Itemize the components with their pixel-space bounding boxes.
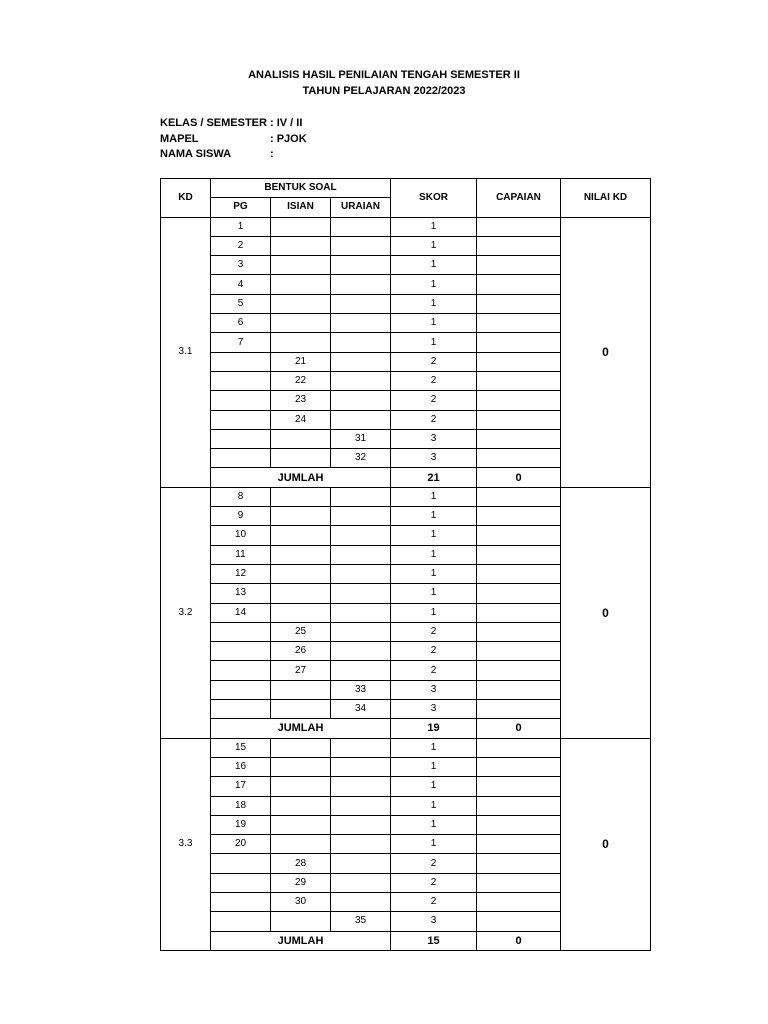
pg-cell [211, 680, 271, 699]
pg-cell: 15 [211, 738, 271, 757]
header-skor: SKOR [391, 179, 477, 218]
pg-cell [211, 622, 271, 641]
uraian-cell: 32 [331, 449, 391, 468]
capaian-cell [477, 854, 561, 873]
skor-cell: 1 [391, 815, 477, 834]
capaian-cell [477, 835, 561, 854]
skor-cell: 1 [391, 835, 477, 854]
pg-cell: 5 [211, 294, 271, 313]
uraian-cell [331, 835, 391, 854]
info-row-mapel [160, 132, 307, 148]
pg-cell [211, 371, 271, 390]
isian-cell [271, 333, 331, 352]
skor-cell: 2 [391, 622, 477, 641]
isian-cell: 27 [271, 661, 331, 680]
capaian-cell [477, 777, 561, 796]
skor-cell: 2 [391, 410, 477, 429]
pg-cell [211, 873, 271, 892]
uraian-cell [331, 777, 391, 796]
kd-cell: 3.1 [161, 217, 211, 487]
uraian-cell [331, 545, 391, 564]
capaian-cell [477, 661, 561, 680]
pg-cell [211, 661, 271, 680]
skor-cell: 1 [391, 487, 477, 506]
uraian-cell: 31 [331, 429, 391, 448]
pg-cell: 19 [211, 815, 271, 834]
pg-cell: 13 [211, 584, 271, 603]
capaian-cell [477, 912, 561, 931]
pg-cell: 14 [211, 603, 271, 622]
capaian-cell [477, 700, 561, 719]
capaian-cell [477, 796, 561, 815]
capaian-cell [477, 526, 561, 545]
uraian-cell [331, 256, 391, 275]
uraian-cell [331, 507, 391, 526]
table-row [161, 487, 651, 506]
uraian-cell [331, 757, 391, 776]
isian-cell [271, 294, 331, 313]
uraian-cell [331, 294, 391, 313]
info-label: MAPEL [160, 132, 199, 145]
kd-cell: 3.2 [161, 487, 211, 738]
capaian-cell [477, 642, 561, 661]
info-value: : PJOK [270, 132, 307, 145]
isian-cell [271, 256, 331, 275]
isian-cell: 24 [271, 410, 331, 429]
pg-cell: 11 [211, 545, 271, 564]
pg-cell: 3 [211, 256, 271, 275]
uraian-cell: 33 [331, 680, 391, 699]
capaian-cell [477, 371, 561, 390]
skor-cell: 1 [391, 757, 477, 776]
isian-cell [271, 777, 331, 796]
jumlah-capaian: 0 [477, 931, 561, 950]
skor-cell: 2 [391, 642, 477, 661]
uraian-cell [331, 873, 391, 892]
skor-cell: 2 [391, 892, 477, 911]
jumlah-capaian: 0 [477, 468, 561, 487]
pg-cell [211, 391, 271, 410]
capaian-cell [477, 236, 561, 255]
info-value: : IV / II [270, 117, 303, 129]
pg-cell [211, 912, 271, 931]
skor-cell: 1 [391, 217, 477, 236]
capaian-cell [477, 487, 561, 506]
isian-cell [271, 680, 331, 699]
skor-cell: 1 [391, 777, 477, 796]
skor-cell: 1 [391, 294, 477, 313]
capaian-cell [477, 603, 561, 622]
pg-cell: 17 [211, 777, 271, 796]
capaian-cell [477, 217, 561, 236]
student-info [160, 116, 307, 163]
nilai-kd-cell: 0 [561, 738, 651, 950]
pg-cell [211, 892, 271, 911]
header-pg: PG [211, 198, 271, 217]
isian-cell: 28 [271, 854, 331, 873]
info-row-nama [160, 147, 307, 163]
isian-cell [271, 815, 331, 834]
skor-cell: 1 [391, 314, 477, 333]
uraian-cell [331, 661, 391, 680]
pg-cell: 16 [211, 757, 271, 776]
uraian-cell [331, 333, 391, 352]
pg-cell [211, 449, 271, 468]
capaian-cell [477, 873, 561, 892]
uraian-cell [331, 526, 391, 545]
uraian-cell [331, 487, 391, 506]
skor-cell: 1 [391, 526, 477, 545]
uraian-cell [331, 796, 391, 815]
capaian-cell [477, 622, 561, 641]
isian-cell: 30 [271, 892, 331, 911]
info-row-kelas [160, 116, 307, 132]
pg-cell: 10 [211, 526, 271, 545]
capaian-cell [477, 815, 561, 834]
jumlah-skor: 21 [391, 468, 477, 487]
pg-cell: 18 [211, 796, 271, 815]
capaian-cell [477, 391, 561, 410]
skor-cell: 1 [391, 275, 477, 294]
pg-cell: 20 [211, 835, 271, 854]
capaian-cell [477, 410, 561, 429]
isian-cell: 26 [271, 642, 331, 661]
isian-cell: 29 [271, 873, 331, 892]
isian-cell [271, 314, 331, 333]
isian-cell [271, 835, 331, 854]
skor-cell: 2 [391, 854, 477, 873]
capaian-cell [477, 757, 561, 776]
skor-cell: 1 [391, 564, 477, 583]
skor-cell: 1 [391, 738, 477, 757]
uraian-cell [331, 854, 391, 873]
skor-cell: 2 [391, 873, 477, 892]
capaian-cell [477, 333, 561, 352]
pg-cell [211, 410, 271, 429]
isian-cell [271, 429, 331, 448]
isian-cell: 22 [271, 371, 331, 390]
isian-cell [271, 757, 331, 776]
skor-cell: 1 [391, 236, 477, 255]
capaian-cell [477, 564, 561, 583]
jumlah-label: JUMLAH [211, 931, 391, 950]
pg-cell: 6 [211, 314, 271, 333]
capaian-cell [477, 507, 561, 526]
isian-cell [271, 545, 331, 564]
uraian-cell [331, 275, 391, 294]
skor-cell: 2 [391, 352, 477, 371]
capaian-cell [477, 738, 561, 757]
header-kd: KD [161, 179, 211, 218]
header-nilai-kd: NILAI KD [561, 179, 651, 218]
uraian-cell [331, 642, 391, 661]
uraian-cell [331, 738, 391, 757]
info-label: KELAS / SEMESTER [160, 117, 267, 129]
skor-cell: 1 [391, 545, 477, 564]
isian-cell [271, 796, 331, 815]
pg-cell: 1 [211, 217, 271, 236]
skor-cell: 1 [391, 333, 477, 352]
table-row [161, 738, 651, 757]
isian-cell [271, 275, 331, 294]
kd-cell: 3.3 [161, 738, 211, 950]
skor-cell: 3 [391, 680, 477, 699]
pg-cell: 4 [211, 275, 271, 294]
jumlah-label: JUMLAH [211, 468, 391, 487]
pg-cell [211, 642, 271, 661]
capaian-cell [477, 449, 561, 468]
skor-cell: 1 [391, 256, 477, 275]
skor-cell: 1 [391, 603, 477, 622]
pg-cell [211, 429, 271, 448]
skor-cell: 1 [391, 507, 477, 526]
uraian-cell [331, 622, 391, 641]
skor-cell: 1 [391, 584, 477, 603]
isian-cell [271, 584, 331, 603]
header-isian: ISIAN [271, 198, 331, 217]
uraian-cell [331, 892, 391, 911]
isian-cell [271, 526, 331, 545]
capaian-cell [477, 429, 561, 448]
uraian-cell [331, 584, 391, 603]
jumlah-label: JUMLAH [211, 719, 391, 738]
header-uraian: URAIAN [331, 198, 391, 217]
jumlah-skor: 19 [391, 719, 477, 738]
pg-cell: 12 [211, 564, 271, 583]
skor-cell: 2 [391, 661, 477, 680]
uraian-cell [331, 410, 391, 429]
isian-cell [271, 564, 331, 583]
uraian-cell [331, 815, 391, 834]
nilai-kd-cell: 0 [561, 487, 651, 738]
pg-cell: 9 [211, 507, 271, 526]
skor-cell: 3 [391, 912, 477, 931]
pg-cell: 7 [211, 333, 271, 352]
uraian-cell: 34 [331, 700, 391, 719]
pg-cell: 8 [211, 487, 271, 506]
skor-cell: 2 [391, 371, 477, 390]
skor-cell: 1 [391, 796, 477, 815]
capaian-cell [477, 545, 561, 564]
capaian-cell [477, 256, 561, 275]
skor-cell: 3 [391, 429, 477, 448]
pg-cell [211, 352, 271, 371]
isian-cell [271, 507, 331, 526]
capaian-cell [477, 314, 561, 333]
isian-cell [271, 449, 331, 468]
uraian-cell [331, 217, 391, 236]
capaian-cell [477, 680, 561, 699]
uraian-cell [331, 564, 391, 583]
isian-cell [271, 603, 331, 622]
isian-cell: 21 [271, 352, 331, 371]
skor-cell: 3 [391, 449, 477, 468]
isian-cell [271, 217, 331, 236]
jumlah-capaian: 0 [477, 719, 561, 738]
uraian-cell [331, 352, 391, 371]
pg-cell [211, 700, 271, 719]
skor-cell: 3 [391, 700, 477, 719]
uraian-cell [331, 314, 391, 333]
capaian-cell [477, 352, 561, 371]
jumlah-skor: 15 [391, 931, 477, 950]
uraian-cell [331, 391, 391, 410]
isian-cell [271, 487, 331, 506]
isian-cell [271, 236, 331, 255]
capaian-cell [477, 294, 561, 313]
isian-cell: 23 [271, 391, 331, 410]
capaian-cell [477, 275, 561, 294]
nilai-kd-cell: 0 [561, 217, 651, 487]
analysis-table [160, 178, 651, 951]
uraian-cell: 35 [331, 912, 391, 931]
uraian-cell [331, 603, 391, 622]
info-value: : [270, 148, 274, 160]
info-label: NAMA SISWA [160, 148, 232, 160]
isian-cell [271, 738, 331, 757]
header-row [161, 179, 651, 198]
skor-cell: 2 [391, 391, 477, 410]
uraian-cell [331, 236, 391, 255]
capaian-cell [477, 584, 561, 603]
table-row [161, 217, 651, 236]
isian-cell [271, 700, 331, 719]
isian-cell [271, 912, 331, 931]
isian-cell: 25 [271, 622, 331, 641]
pg-cell: 2 [211, 236, 271, 255]
pg-cell [211, 854, 271, 873]
uraian-cell [331, 371, 391, 390]
header-bentuk-soal: BENTUK SOAL [211, 179, 391, 198]
document-subtitle: TAHUN PELAJARAN 2022/2023 [302, 85, 466, 97]
document-title: ANALISIS HASIL PENILAIAN TENGAH SEMESTER II [248, 69, 520, 81]
capaian-cell [477, 892, 561, 911]
header-capaian: CAPAIAN [477, 179, 561, 218]
